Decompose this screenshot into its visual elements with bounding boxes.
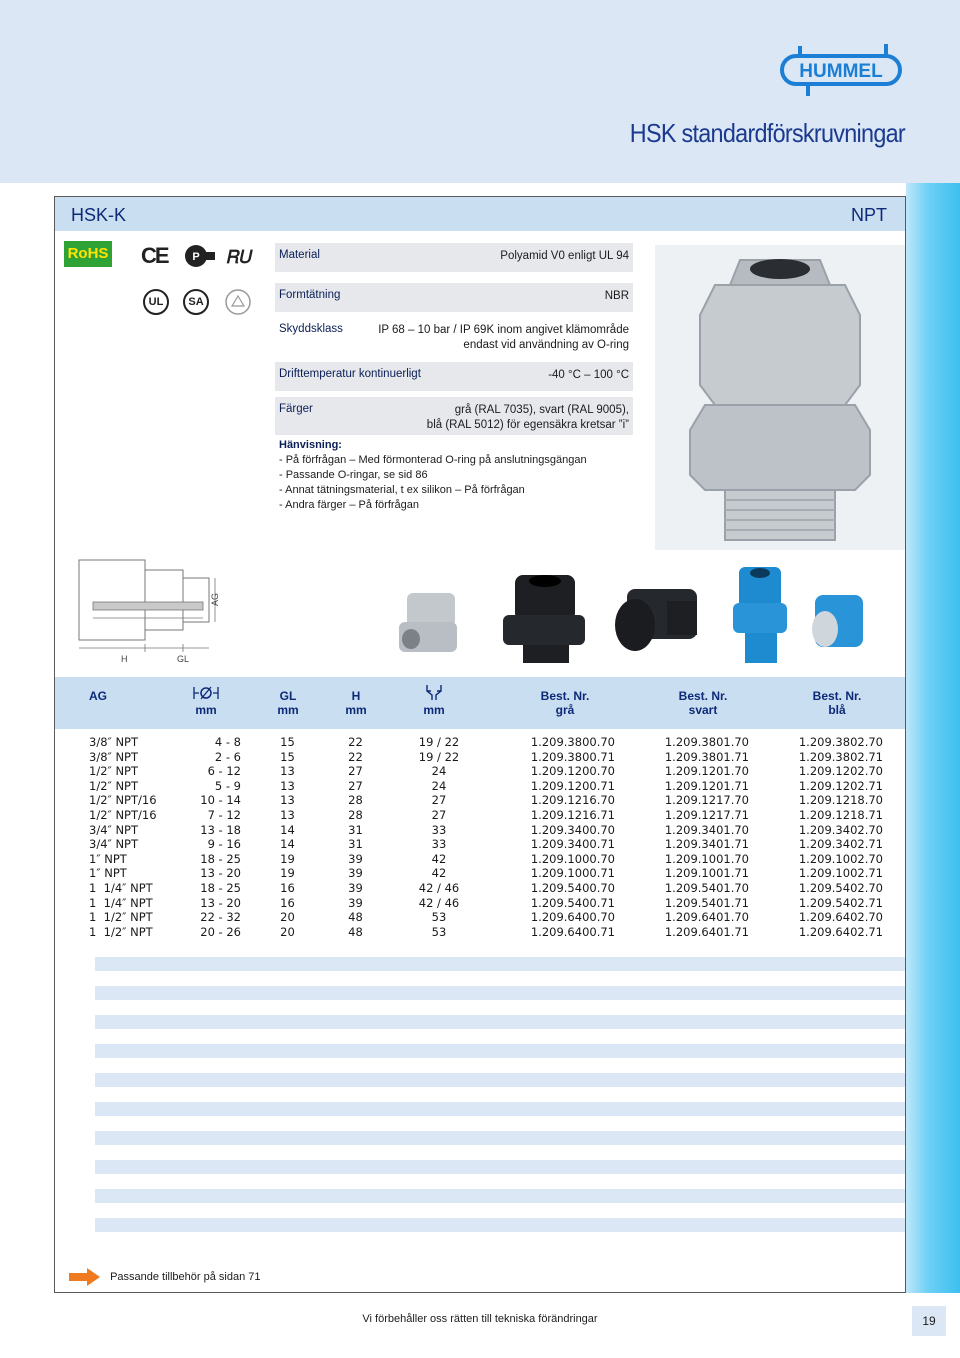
svg-text:𝑅𝑈: 𝑅𝑈 — [227, 247, 253, 267]
table-cell: 31 — [348, 837, 363, 852]
table-row — [55, 866, 905, 881]
col-nr-grey-sub: grå — [555, 703, 575, 717]
table-cell: 1.209.1202.71 — [798, 778, 883, 793]
svg-text:HUMMEL: HUMMEL — [799, 61, 883, 82]
table-cell: 27 — [431, 793, 447, 808]
table-cell: 42 / 46 — [418, 880, 460, 895]
arrow-right-icon — [67, 1267, 101, 1287]
accessory-note[interactable]: Passande tillbehör på sidan 71 — [67, 1267, 261, 1287]
table-cell: 1.209.6402.71 — [798, 924, 883, 939]
table-cell: 1.209.1216.70 — [530, 793, 615, 808]
col-nr-blue-sub: blå — [828, 703, 846, 717]
table-body — [55, 735, 905, 939]
table-row — [55, 793, 905, 808]
table-cell: 9 - 16 — [207, 837, 241, 852]
table-cell: 22 - 32 — [200, 910, 241, 925]
table-cell: 20 — [280, 910, 295, 925]
spec-material: Material Polyamid V0 enligt UL 94 — [275, 243, 633, 272]
table-cell: 15 — [280, 735, 295, 749]
table-cell: 13 - 20 — [200, 895, 241, 910]
table-cell: 1.209.3800.71 — [530, 749, 615, 764]
col-nr-black: Best. Nr. — [678, 689, 728, 703]
table-cell: 18 - 25 — [200, 851, 241, 866]
table-cell: 1/2″ NPT — [89, 778, 139, 793]
table-cell: 22 — [348, 735, 363, 749]
svg-text:GL: GL — [177, 654, 190, 664]
table-cell: 1.209.3400.70 — [530, 822, 615, 837]
table-cell: 33 — [431, 822, 447, 837]
table-cell: 1.209.1218.71 — [798, 807, 883, 822]
table-cell: 1/2″ NPT/16 — [89, 807, 157, 822]
table-row — [55, 735, 905, 750]
table-cell: 1.209.1217.70 — [664, 793, 749, 808]
csa-icon: SA — [183, 289, 209, 315]
table-row — [55, 750, 905, 765]
thread-type: NPT — [851, 205, 887, 225]
table-row — [55, 764, 905, 779]
table-cell: 1.209.5401.70 — [664, 880, 749, 895]
table-cell: 1.209.1200.70 — [530, 764, 615, 779]
blue-gland-2 — [812, 595, 863, 647]
table-cell: 13 - 20 — [200, 866, 241, 881]
col-sw-unit: mm — [423, 703, 445, 717]
ul-listed-icon: UL — [143, 289, 169, 315]
table-row — [55, 925, 905, 940]
spec-colors: Färger grå (RAL 7035), svart (RAL 9005), blå (RAL 5012) för egensäkra kretsar ”i” — [275, 397, 633, 435]
table-cell: 1.209.3801.71 — [664, 749, 749, 764]
black-gland-1 — [503, 575, 585, 663]
table-cell: 19 / 22 — [418, 735, 460, 749]
table-cell: 1.209.5400.71 — [530, 895, 615, 910]
spec-protection: Skyddsklass IP 68 – 10 bar / IP 69K inom angivet klämområde endast vid användning av O-ring — [279, 323, 629, 351]
product-panel — [54, 196, 906, 1293]
table-cell: 27 — [348, 764, 363, 779]
gost-mark-icon — [183, 243, 215, 269]
table-cell: 13 — [280, 807, 295, 822]
table-cell: 3/8″ NPT — [89, 749, 139, 764]
table-cell: 39 — [348, 866, 363, 881]
table-cell: 48 — [348, 910, 363, 925]
table-cell: 14 — [280, 822, 295, 837]
table-cell: 1.209.5402.71 — [798, 895, 883, 910]
table-cell: 1.209.1001.71 — [664, 866, 749, 881]
table-cell: 1.209.1201.71 — [664, 778, 749, 793]
table-row — [55, 808, 905, 823]
table-cell: 19 — [280, 866, 295, 881]
col-nr-black-sub: svart — [688, 703, 718, 717]
svg-text:AG: AG — [210, 592, 220, 606]
table-cell: 42 / 46 — [418, 895, 460, 910]
table-cell: 4 - 8 — [214, 735, 241, 749]
table-cell: 13 - 18 — [200, 822, 241, 837]
table-cell: 1″ NPT — [89, 851, 127, 866]
table-cell: 39 — [348, 895, 363, 910]
table-cell: 19 — [280, 851, 295, 866]
col-h-unit: mm — [345, 703, 367, 717]
ul-recognized-icon — [225, 243, 261, 269]
table-cell: 14 — [280, 837, 295, 852]
technical-drawing — [73, 552, 223, 667]
panel-header — [55, 197, 905, 231]
table-cell: 33 — [431, 837, 447, 852]
table-cell: 1.209.5400.70 — [530, 880, 615, 895]
col-h: H — [351, 689, 361, 703]
table-cell: 42 — [431, 866, 447, 881]
table-cell: 22 — [348, 749, 363, 764]
table-cell: 24 — [431, 778, 447, 793]
black-gland-2 — [615, 589, 697, 651]
table-cell: 3/4″ NPT — [89, 822, 139, 837]
atex-icon — [223, 287, 253, 317]
table-row — [55, 852, 905, 867]
table-cell: 15 — [280, 749, 295, 764]
table-cell: 1.209.3402.70 — [798, 822, 883, 837]
table-cell: 1.209.3800.70 — [530, 735, 615, 749]
spec-temperature: Drifttemperatur kontinuerligt -40 °C – 100 °C — [275, 362, 633, 391]
table-cell: 1.209.1000.71 — [530, 866, 615, 881]
table-cell: 1″ NPT — [89, 866, 127, 881]
table-cell: 42 — [431, 851, 447, 866]
svg-text:H: H — [121, 654, 128, 664]
table-cell: 1.209.6400.71 — [530, 924, 615, 939]
table-cell: 1.209.1217.71 — [664, 807, 749, 822]
col-gl-unit: mm — [277, 703, 299, 717]
table-cell: 1 1/4″ NPT — [89, 880, 153, 895]
table-cell: 48 — [348, 924, 363, 939]
table-cell: 1.209.5401.71 — [664, 895, 749, 910]
table-cell: 39 — [348, 880, 363, 895]
table-cell: 1.209.1216.71 — [530, 807, 615, 822]
table-cell: 1 1/2″ NPT — [89, 910, 153, 925]
table-row — [55, 779, 905, 794]
table-row — [55, 823, 905, 838]
table-cell: 7 - 12 — [207, 807, 241, 822]
footer-disclaimer: Vi förbehåller oss rätten till tekniska förändringar — [362, 1313, 598, 1325]
table-cell: 1.209.1002.71 — [798, 866, 883, 881]
table-cell: 1.209.1201.70 — [664, 764, 749, 779]
table-cell: 1.209.5402.70 — [798, 880, 883, 895]
table-cell: 27 — [431, 807, 447, 822]
table-cell: 1.209.3802.70 — [798, 735, 883, 749]
table-cell: 20 — [280, 924, 295, 939]
table-cell: 1.209.6400.70 — [530, 910, 615, 925]
table-cell: 1.209.1218.70 — [798, 793, 883, 808]
product-photo — [655, 245, 905, 550]
table-cell: 1.209.3400.71 — [530, 837, 615, 852]
empty-table-stripes — [95, 957, 905, 1247]
table-row — [55, 881, 905, 896]
table-row — [55, 896, 905, 911]
table-cell: 16 — [280, 895, 295, 910]
table-cell: 24 — [431, 764, 447, 779]
table-cell: 1.209.3801.70 — [664, 735, 749, 749]
table-cell: 1.209.6401.71 — [664, 924, 749, 939]
notes: Hänvisning: - På förfrågan – Med förmonterad O-ring på anslutningsgängan - Passande O-ringar, se sid 86 - Annat tätningsmaterial, t ex silikon – På förfrågan - Andra färger – På förfrågan — [279, 439, 587, 511]
col-nr-grey: Best. Nr. — [540, 689, 590, 703]
table-cell: 27 — [348, 778, 363, 793]
table-cell: 5 - 9 — [214, 778, 241, 793]
col-d-unit: mm — [195, 703, 217, 717]
table-cell: 1.209.1001.70 — [664, 851, 749, 866]
table-cell: 28 — [348, 793, 363, 808]
clamp-diameter-icon — [191, 685, 221, 701]
table-cell: 18 - 25 — [200, 880, 241, 895]
table-cell: 28 — [348, 807, 363, 822]
table-cell: 1.209.1202.70 — [798, 764, 883, 779]
table-cell: 13 — [280, 778, 295, 793]
table-cell: 1 1/2″ NPT — [89, 924, 153, 939]
table-header — [55, 677, 905, 729]
table-cell: 39 — [348, 851, 363, 866]
col-ag: AG — [89, 689, 107, 703]
table-cell: 31 — [348, 822, 363, 837]
table-cell: 2 - 6 — [214, 749, 241, 764]
wrench-size-icon — [423, 683, 445, 701]
product-series: HSK-K — [71, 205, 127, 225]
table-cell: 1.209.3401.70 — [664, 822, 749, 837]
table-cell: 3/8″ NPT — [89, 735, 139, 749]
table-cell: 1.209.3401.71 — [664, 837, 749, 852]
page-title: HSK standardförskruvningar — [629, 118, 905, 148]
product-variants-image — [385, 567, 865, 677]
table-cell: 1/2″ NPT/16 — [89, 793, 157, 808]
table-cell: 1.209.6402.70 — [798, 910, 883, 925]
table-cell: 53 — [431, 910, 447, 925]
table-cell: 1.209.1002.70 — [798, 851, 883, 866]
table-cell: 6 - 12 — [207, 764, 241, 779]
table-cell: 10 - 14 — [200, 793, 241, 808]
ce-mark-icon: CE — [141, 243, 168, 268]
table-cell: 1.209.6401.70 — [664, 910, 749, 925]
table-cell: 13 — [280, 793, 295, 808]
table-cell: 1/2″ NPT — [89, 764, 139, 779]
right-accent-band — [906, 183, 960, 1293]
table-cell: 16 — [280, 880, 295, 895]
col-nr-blue: Best. Nr. — [812, 689, 862, 703]
grey-gland — [399, 593, 457, 652]
table-row — [55, 837, 905, 852]
page-number: 19 — [912, 1306, 946, 1336]
table-cell: 19 / 22 — [418, 749, 460, 764]
table-cell: 20 - 26 — [200, 924, 241, 939]
spec-seal: Formtätning NBR — [275, 283, 633, 312]
table-cell: 13 — [280, 764, 295, 779]
table-cell: 1.209.1200.71 — [530, 778, 615, 793]
blue-gland-1 — [733, 567, 787, 663]
table-cell: 3/4″ NPT — [89, 837, 139, 852]
table-cell: 53 — [431, 924, 447, 939]
rohs-badge: RoHS — [64, 241, 112, 267]
col-gl: GL — [279, 689, 297, 703]
hummel-logo — [778, 42, 908, 102]
table-cell: 1.209.1000.70 — [530, 851, 615, 866]
table-cell: 1.209.3402.71 — [798, 837, 883, 852]
table-cell: 1.209.3802.71 — [798, 749, 883, 764]
table-row — [55, 910, 905, 925]
svg-text:P: P — [192, 251, 200, 263]
table-cell: 1 1/4″ NPT — [89, 895, 153, 910]
